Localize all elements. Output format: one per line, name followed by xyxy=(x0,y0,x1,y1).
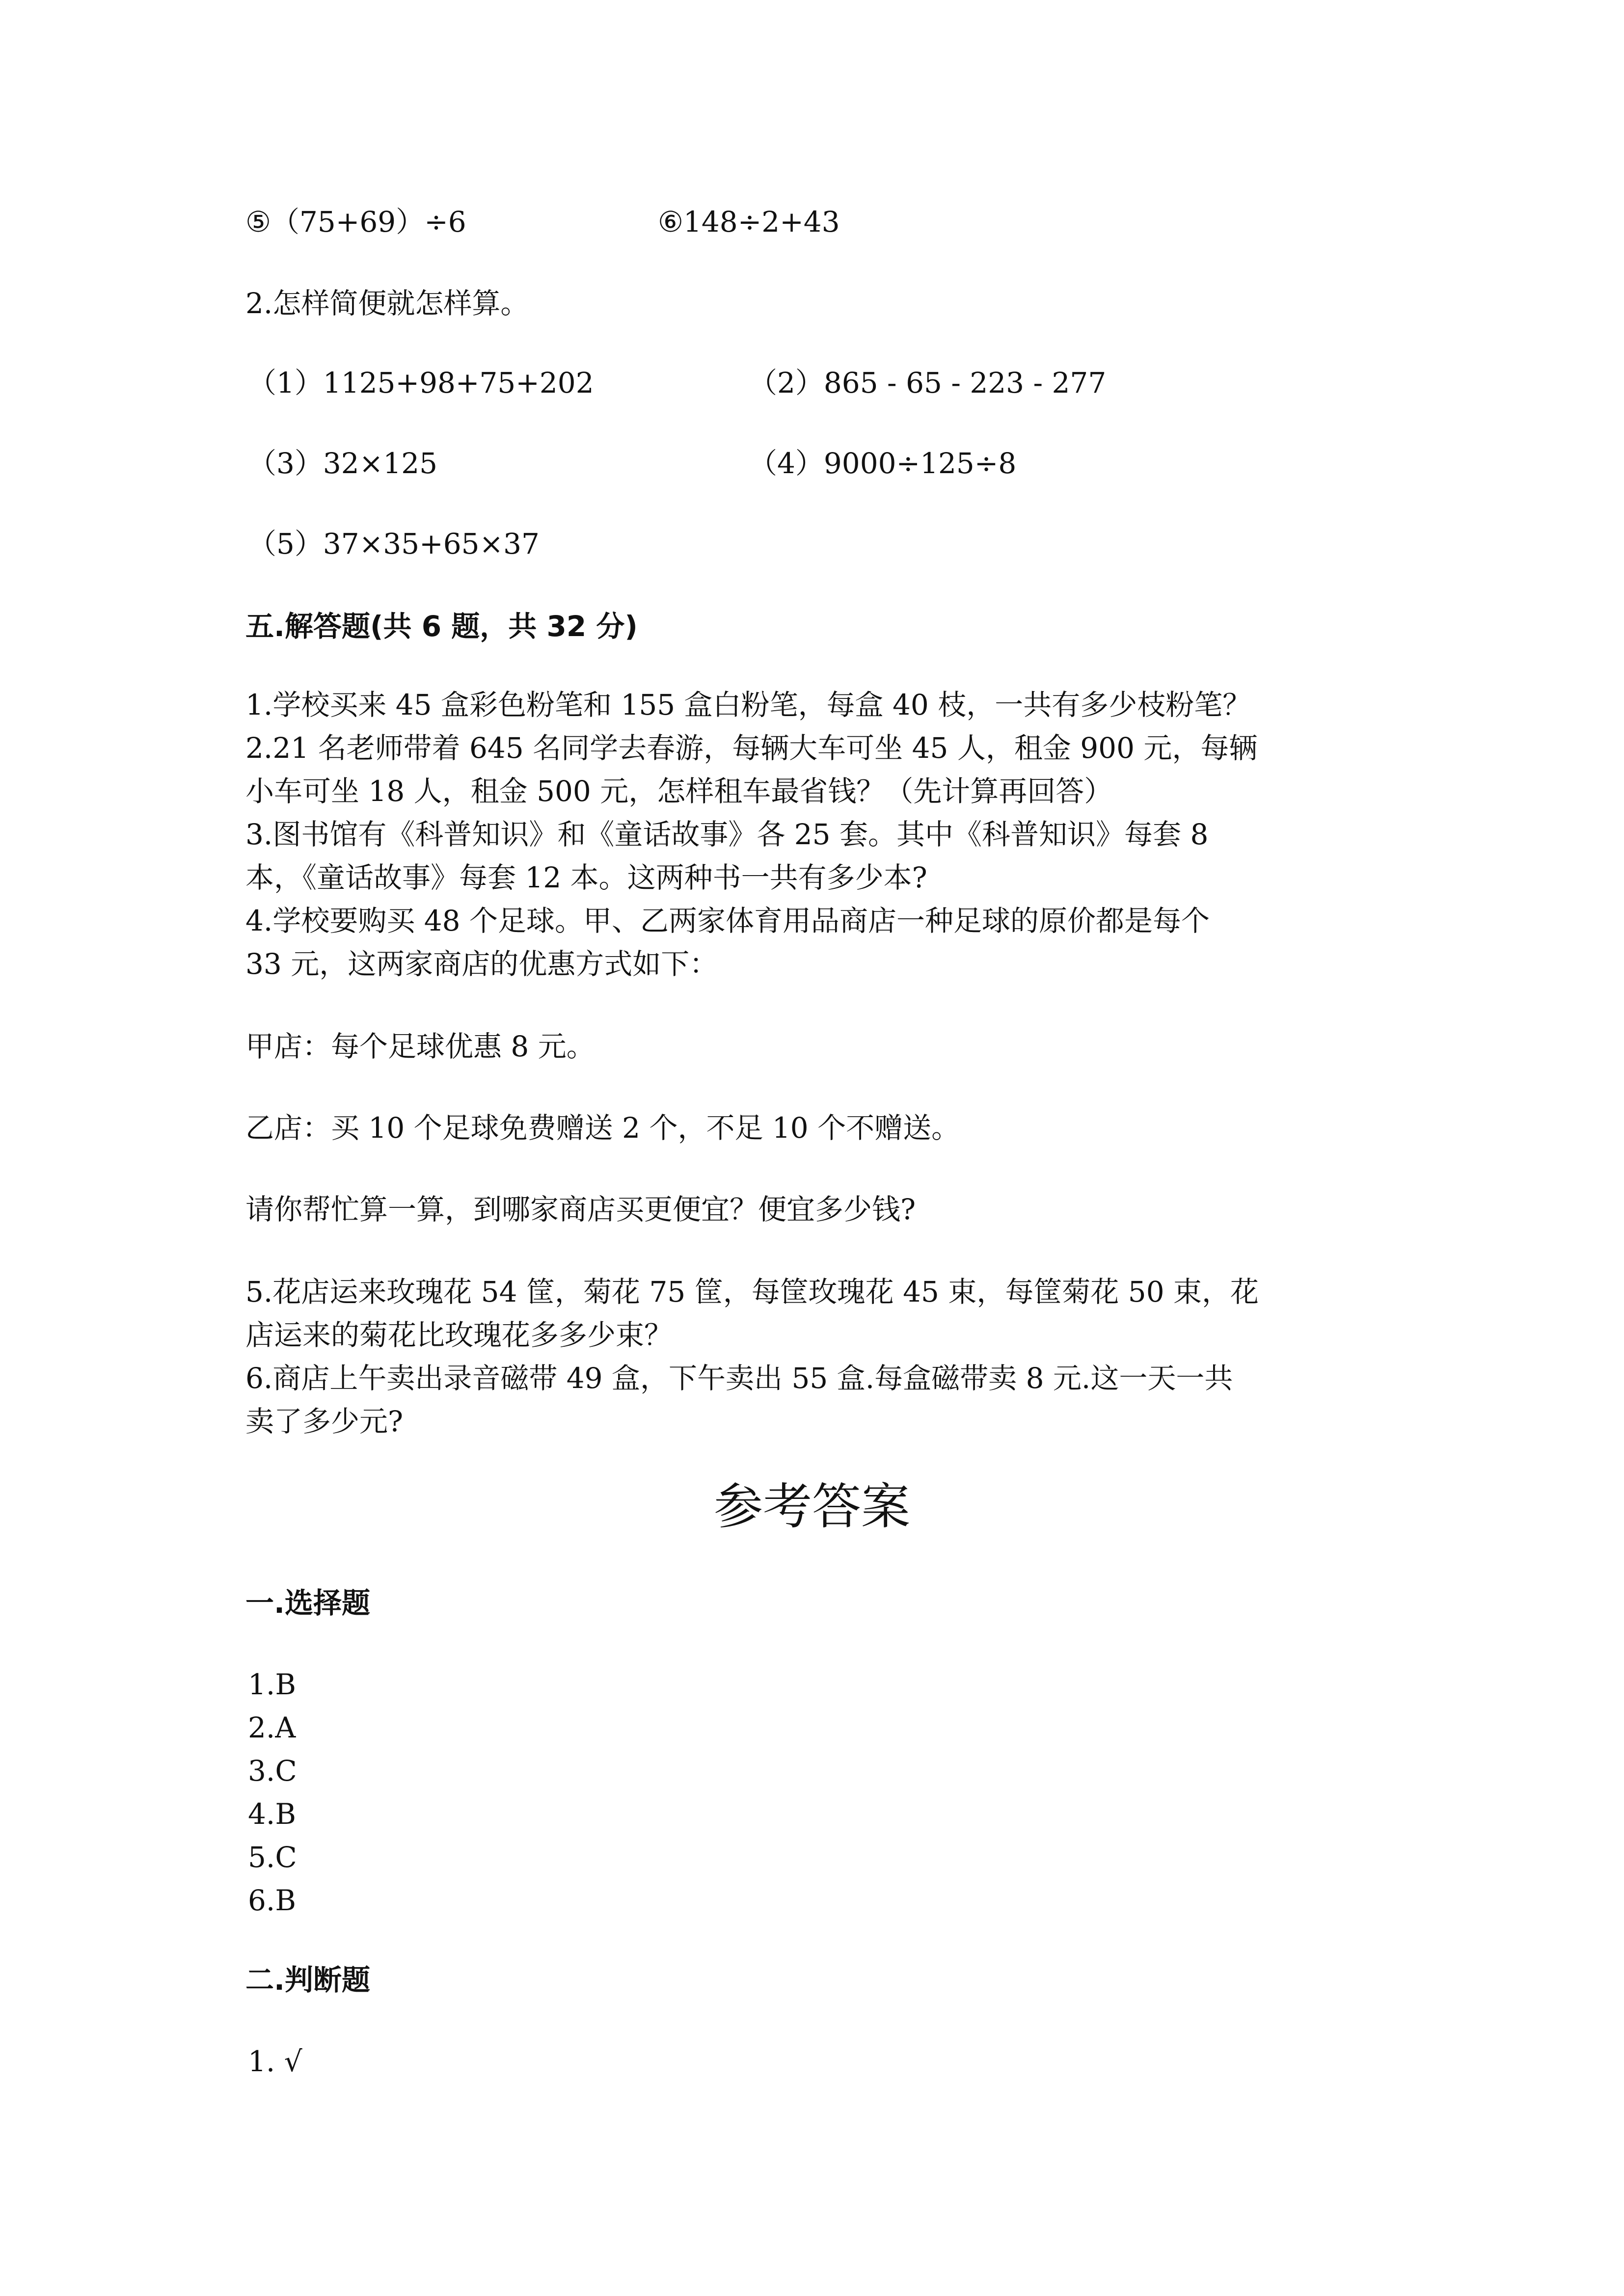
section-5-line-9: 店运来的菊花比玫瑰花多多少束？ xyxy=(245,1318,673,1352)
section-5-line-11: 卖了多少元? xyxy=(245,1405,404,1438)
answers-section-1-title: 一.选择题 xyxy=(245,1586,371,1620)
answer-item-1: 1.B xyxy=(248,1668,296,1701)
judgement-item-1: 1. √ xyxy=(248,2045,302,2078)
section-5-line-3: 小车可坐 18 人，租金 500 元，怎样租车最省钱？（先计算再回答） xyxy=(245,774,1113,808)
answers-section-2-title: 二.判断题 xyxy=(245,1963,371,1997)
answer-item-2: 2.A xyxy=(248,1711,296,1744)
section-5-line-6: 4.学校要购买 48 个足球。甲、乙两家体育用品商店一种足球的原价都是每个 xyxy=(245,904,1210,937)
q2-item-4: （4）9000÷125÷8 xyxy=(749,447,1017,480)
section-5-line-1: 1.学校买来 45 盒彩色粉笔和 155 盒白粉笔，每盒 40 枝，一共有多少枝粉笔？ xyxy=(245,688,1251,721)
section-5-title: 五.解答题(共 6 题，共 32 分) xyxy=(245,610,638,643)
answer-item-5: 5.C xyxy=(248,1841,297,1874)
q2-item-1: （1）1125+98+75+202 xyxy=(248,366,594,400)
q2-item-3: （3）32×125 xyxy=(248,447,438,480)
section-5-line-10: 6.商店上午卖出录音磁带 49 盒，下午卖出 55 盒.每盒磁带卖 8 元.这一天一共 xyxy=(245,1362,1233,1395)
answer-item-3: 3.C xyxy=(248,1754,297,1788)
section-5-line-2: 2.21 名老师带着 645 名同学去春游，每辆大车可坐 45 人，租金 900 元，每辆 xyxy=(245,731,1258,765)
section-5-line-8: 5.花店运来玫瑰花 54 筐，菊花 75 筐，每筐玫瑰花 45 束，每筐菊花 50 束，花 xyxy=(245,1275,1259,1308)
q2-item-5: （5）37×35+65×37 xyxy=(248,527,540,561)
exercise-item-5: ⑤（75+69）÷6 xyxy=(245,205,466,239)
shop-a-offer: 甲店：每个足球优惠 8 元。 xyxy=(245,1030,595,1063)
section-5-line-4: 3.图书馆有《科普知识》和《童话故事》各 25 套。其中《科普知识》每套 8 xyxy=(245,818,1209,851)
answer-item-4: 4.B xyxy=(248,1797,296,1831)
shop-b-offer: 乙店：买 10 个足球免费赠送 2 个，不足 10 个不赠送。 xyxy=(245,1111,960,1145)
exercise-item-6: ⑥148÷2+43 xyxy=(658,205,840,239)
q2-item-2: （2）865 - 65 - 223 - 277 xyxy=(749,366,1107,400)
section-5-line-7: 33 元，这两家商店的优惠方式如下： xyxy=(245,947,718,981)
answer-item-6: 6.B xyxy=(248,1884,296,1917)
question-2-title: 2.怎样简便就怎样算。 xyxy=(245,287,529,320)
answers-title: 参考答案 xyxy=(714,1478,910,1535)
question-ask: 请你帮忙算一算，到哪家商店买更便宜？便宜多少钱? xyxy=(245,1193,916,1226)
section-5-line-5: 本，《童话故事》每套 12 本。这两种书一共有多少本? xyxy=(245,861,927,894)
